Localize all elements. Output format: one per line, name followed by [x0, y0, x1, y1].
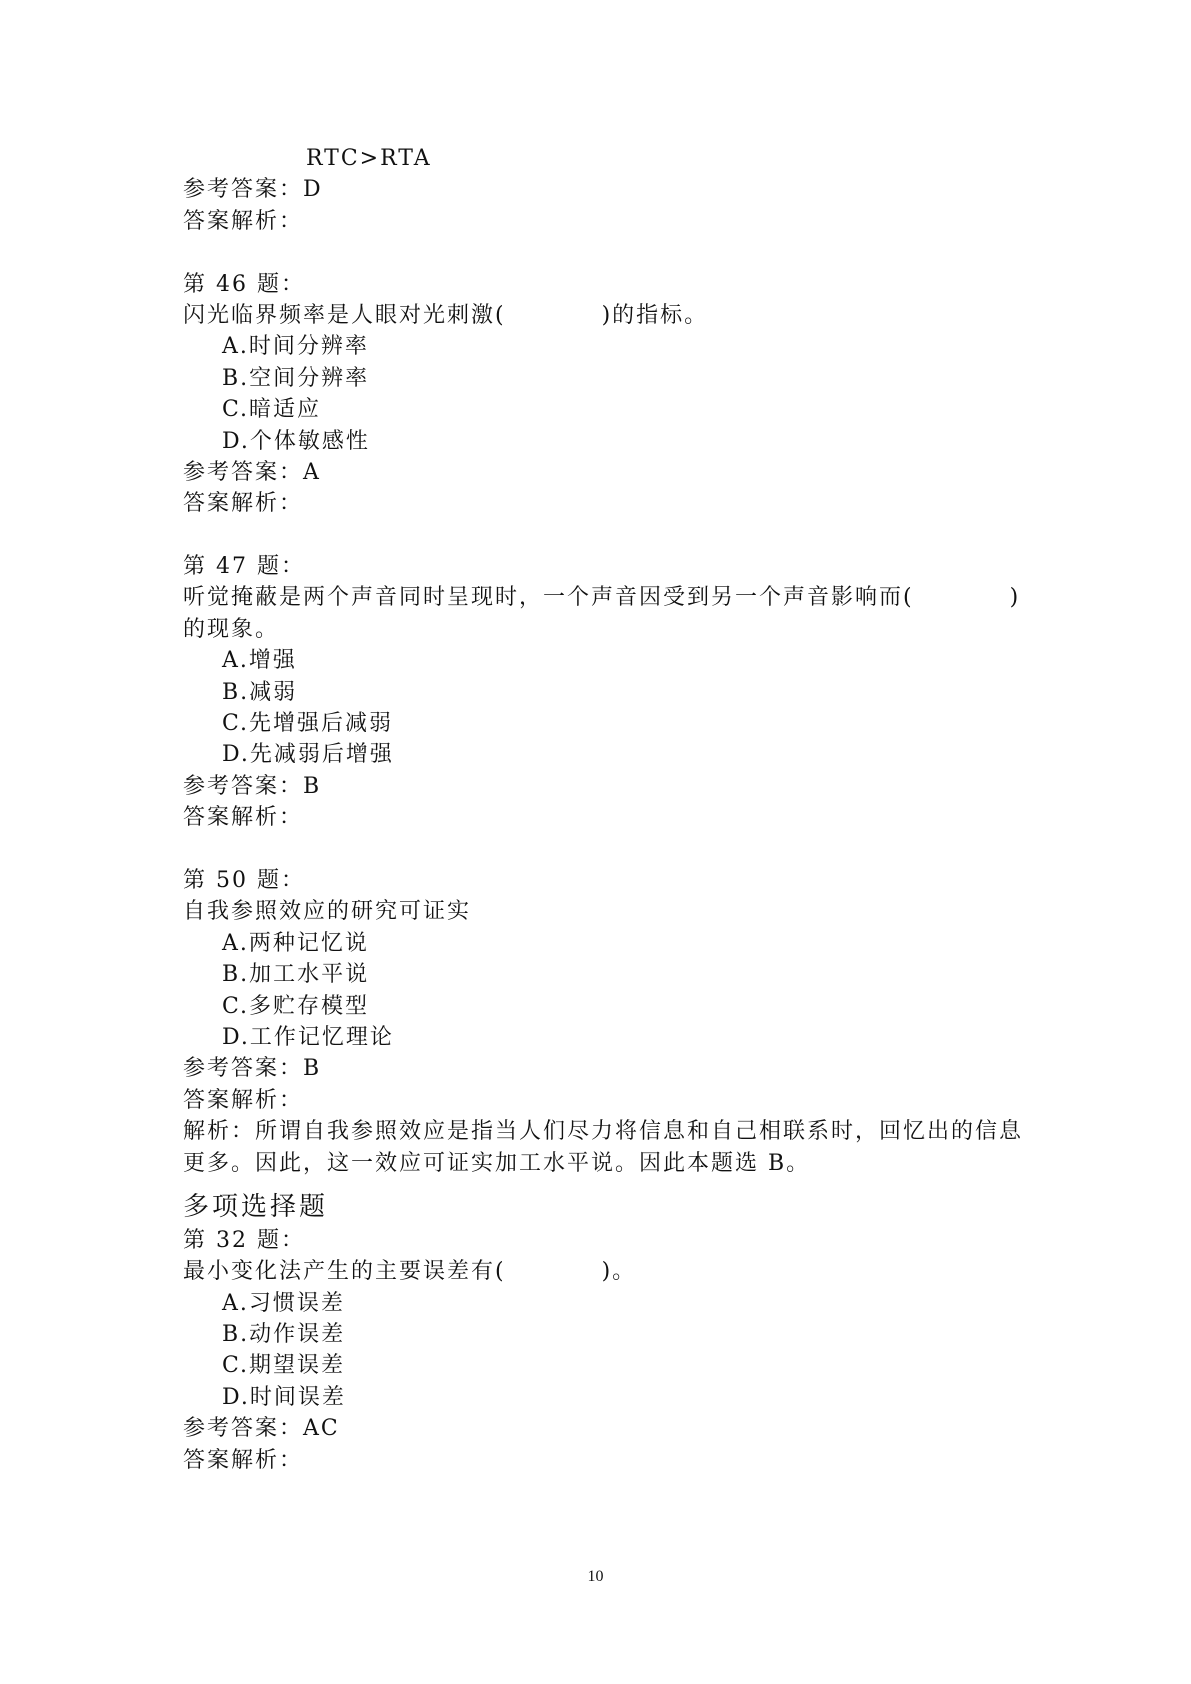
option-c: C.期望误差: [222, 1353, 346, 1379]
page-content: [183, 143, 1023, 1476]
reference-answer: 参考答案：AC: [183, 1416, 340, 1442]
question-32: [183, 1225, 1023, 1476]
option-a: A.时间分辨率: [222, 334, 369, 360]
option-d: D.先减弱后增强: [222, 742, 394, 768]
option-a: A.习惯误差: [222, 1290, 345, 1316]
question-stem: 最小变化法产生的主要误差有( )。: [183, 1259, 637, 1285]
reference-answer: 参考答案：D: [183, 177, 323, 203]
question-47: [183, 551, 1023, 834]
question-stem-line-2: 的现象。: [183, 616, 280, 642]
spacer: [183, 237, 1023, 268]
question-number: 第 46 题：: [183, 271, 305, 297]
option-c: C.暗适应: [222, 397, 322, 423]
option-a: A.增强: [222, 648, 297, 674]
option-a: A.两种记忆说: [222, 930, 369, 956]
question-stem: 闪光临界频率是人眼对光刺激( )的指标。: [183, 302, 709, 328]
spacer: [183, 520, 1023, 551]
explanation-line-1: 解析：所谓自我参照效应是指当人们尽力将信息和自己相联系时，回忆出的信息: [183, 1119, 1024, 1145]
question-number: 第 50 题：: [183, 867, 305, 893]
option-b: B.动作误差: [222, 1322, 346, 1348]
continued-option-fragment: RTC>RTA: [306, 146, 432, 171]
answer-analysis-label: 答案解析：: [183, 1087, 304, 1113]
reference-answer: 参考答案：B: [183, 1056, 322, 1082]
question-stem-line-1: 听觉掩蔽是两个声音同时呈现时，一个声音因受到另一个声音影响而( ): [183, 585, 1021, 611]
answer-analysis-label: 答案解析：: [183, 491, 304, 517]
section-title: 多项选择题: [183, 1191, 329, 1222]
answer-analysis-label: 答案解析：: [183, 208, 304, 234]
question-stem: 自我参照效应的研究可证实: [183, 899, 472, 925]
reference-answer: 参考答案：A: [183, 459, 321, 485]
explanation-line-2: 更多。因此，这一效应可证实加工水平说。因此本题选 B。: [183, 1150, 811, 1176]
option-c: C.先增强后减弱: [222, 711, 394, 737]
question-46: [183, 269, 1023, 520]
page-number: 10: [587, 1568, 604, 1585]
spacer: [183, 834, 1023, 865]
reference-answer: 参考答案：B: [183, 773, 322, 799]
option-d: D.工作记忆理论: [222, 1024, 394, 1050]
answer-analysis-label: 答案解析：: [183, 805, 304, 831]
question-50: [183, 865, 1023, 1179]
question-number: 第 47 题：: [183, 554, 305, 580]
option-c: C.多贮存模型: [222, 993, 370, 1019]
answer-analysis-label: 答案解析：: [183, 1447, 304, 1473]
option-b: B.空间分辨率: [222, 365, 370, 391]
option-d: D.个体敏感性: [222, 428, 370, 454]
question-number: 第 32 题：: [183, 1227, 305, 1253]
option-d: D.时间误差: [222, 1384, 346, 1410]
option-b: B.加工水平说: [222, 962, 370, 988]
option-b: B.减弱: [222, 679, 298, 705]
